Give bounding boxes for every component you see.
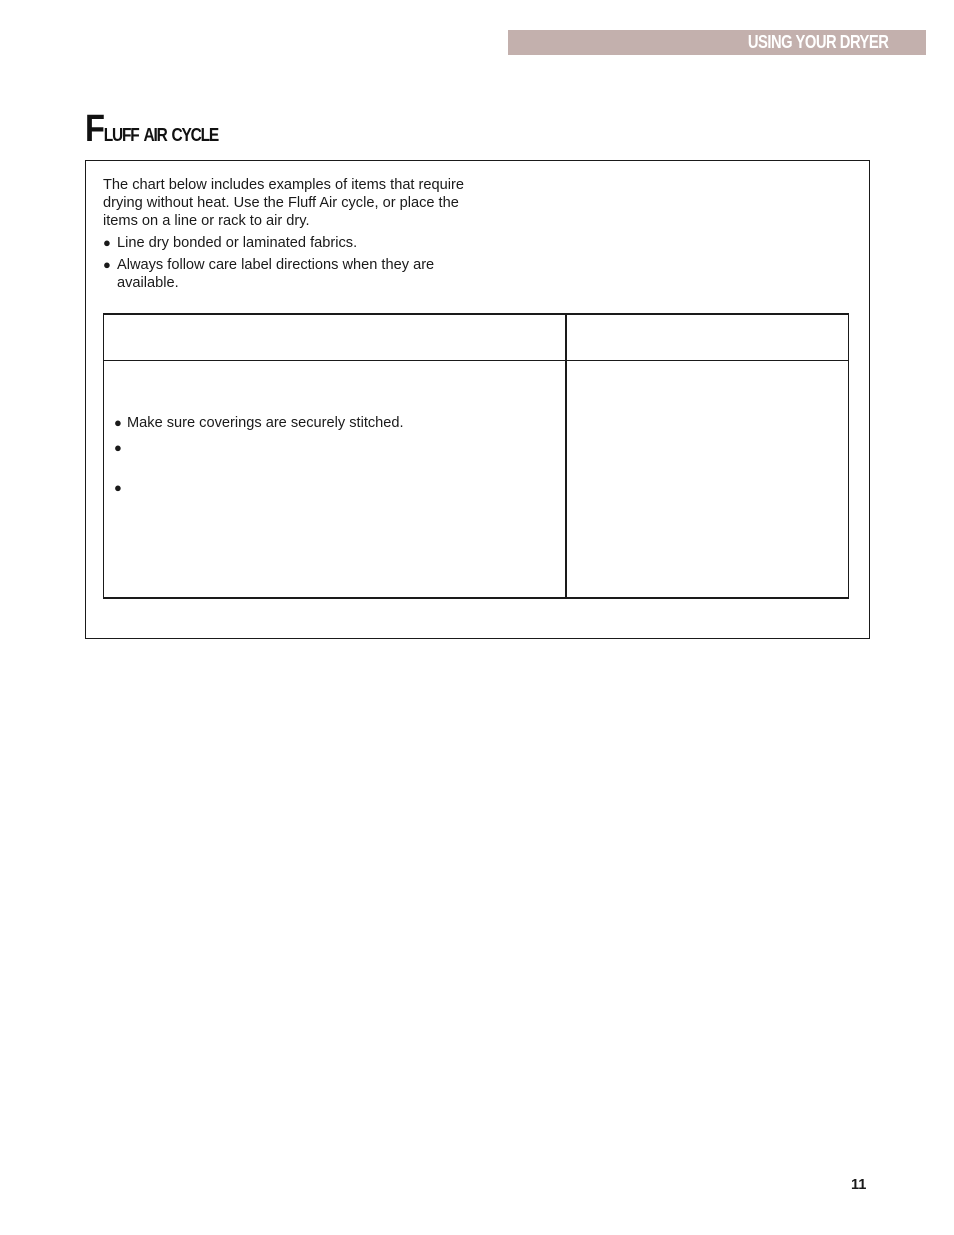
bullet-icon: ●	[114, 440, 122, 455]
bullet-icon: ●	[103, 235, 111, 250]
intro-bullet-item	[103, 234, 483, 252]
page-title-rest: luff air cycle	[103, 117, 219, 147]
intro-section	[103, 176, 483, 296]
bullet-icon: ●	[114, 480, 122, 495]
intro-paragraph: The chart below includes examples of items that require drying without heat. Use the Fluff Air cycle, or place the items on a line or rack to air dry.	[103, 177, 464, 229]
page-title	[85, 110, 218, 148]
intro-bullet-item	[103, 256, 483, 292]
intro-bullet-text: Line dry bonded or laminated fabrics.	[117, 235, 358, 251]
intro-bullet-text: Always follow care label directions when they are available.	[117, 257, 435, 291]
page-number: 11	[851, 1177, 867, 1193]
section-label: USING YOUR DRYER	[747, 32, 888, 52]
bullet-icon: ●	[114, 415, 122, 430]
bullet-icon: ●	[103, 257, 111, 272]
table-column-divider	[565, 315, 567, 597]
table-bullet-text: Make sure coverings are securely stitched.	[127, 415, 404, 431]
table-header-divider	[104, 360, 848, 361]
section-header-band	[508, 30, 926, 55]
drying-chart-table	[103, 313, 849, 599]
page-title-initial: F	[85, 108, 104, 150]
